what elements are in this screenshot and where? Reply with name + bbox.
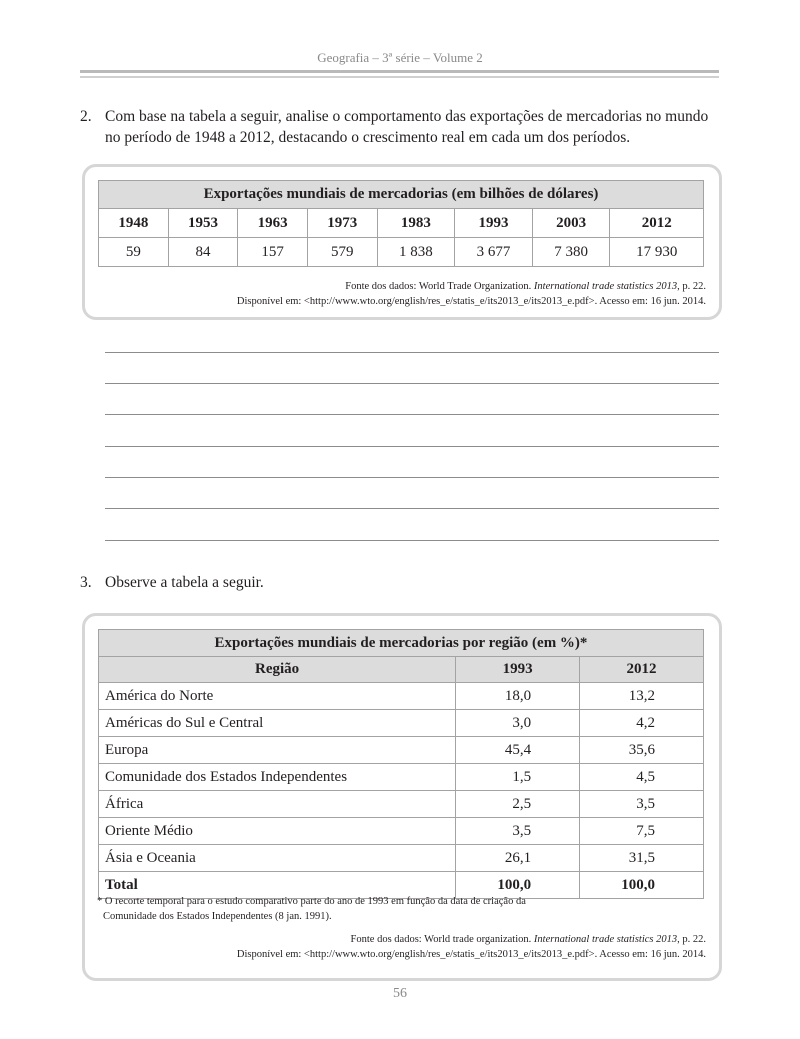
header-rule [80, 70, 719, 73]
regions-table [98, 629, 704, 899]
table-row [99, 710, 704, 737]
region-cell: Comunidade dos Estados Independentes [99, 764, 456, 791]
question-text: Observe a tabela a seguir. [105, 574, 264, 591]
table-row [99, 737, 704, 764]
year-header-row [99, 209, 704, 238]
question-number: 2. [80, 108, 92, 125]
answer-line[interactable] [105, 446, 719, 447]
table-row [99, 845, 704, 872]
year-header: 1993 [455, 209, 533, 238]
value-1993-cell: 2,5 [456, 791, 580, 818]
answer-line[interactable] [105, 508, 719, 509]
value-2012-cell: 13,2 [580, 683, 704, 710]
source-suffix: , p. 22. [677, 934, 706, 945]
question-3 [80, 572, 720, 593]
exports-table [98, 180, 704, 267]
source-prefix: Fonte dos dados: World Trade Organization. [345, 281, 534, 292]
total-1993-cell: 100,0 [456, 872, 580, 899]
value-1993-cell: 3,5 [456, 818, 580, 845]
year-header: 1963 [238, 209, 308, 238]
table-frame-exports [82, 164, 722, 320]
region-cell: América do Norte [99, 683, 456, 710]
source-prefix: Fonte dos dados: World trade organization. [350, 934, 534, 945]
value-1993-cell: 26,1 [456, 845, 580, 872]
question-number: 3. [80, 574, 92, 591]
running-header: Geografia – 3ª série – Volume 2 [317, 50, 483, 65]
source-note [237, 932, 706, 962]
column-header-row [99, 657, 704, 683]
source-available: Disponível em: <http://www.wto.org/english/res_e/statis_e/its2013_e/its2013_e.pdf>. Acesso em: 16 jun. 2014. [236, 949, 706, 960]
region-cell: Américas do Sul e Central [99, 710, 456, 737]
answer-line[interactable] [105, 383, 719, 384]
value-cell: 579 [307, 238, 377, 267]
column-header-region: Região [99, 657, 456, 683]
table-row [99, 683, 704, 710]
value-2012-cell: 7,5 [580, 818, 704, 845]
value-cell: 3 677 [455, 238, 533, 267]
table-footnote [97, 894, 697, 924]
value-cell: 17 930 [610, 238, 704, 267]
table-row [99, 791, 704, 818]
value-2012-cell: 31,5 [580, 845, 704, 872]
year-header: 1953 [168, 209, 238, 238]
value-2012-cell: 4,5 [580, 764, 704, 791]
source-title: International trade statistics 2013 [533, 281, 678, 292]
table-frame-regions [82, 613, 722, 981]
value-cell: 7 380 [532, 238, 610, 267]
question-2 [80, 106, 720, 148]
region-cell: Ásia e Oceania [99, 845, 456, 872]
value-row [99, 238, 704, 267]
footnote-line: Comunidade dos Estados Independentes (8 jan. 1991). [103, 911, 332, 922]
footnote-line: * O recorte temporal para o estudo comparativo parte do ano de 1993 em função da data de criação da [97, 896, 526, 907]
year-header: 2012 [610, 209, 704, 238]
value-1993-cell: 1,5 [456, 764, 580, 791]
question-text: Com base na tabela a seguir, analise o comportamento das exportações de mercadorias no mundo no período de 1948 a 2012, destacando o crescimento real em cada um dos períodos. [105, 108, 709, 146]
value-2012-cell: 4,2 [580, 710, 704, 737]
source-suffix: , p. 22. [677, 281, 706, 292]
header-rule [80, 76, 719, 78]
year-header: 2003 [532, 209, 610, 238]
answer-line[interactable] [105, 352, 719, 353]
answer-line[interactable] [105, 540, 719, 541]
answer-line[interactable] [105, 477, 719, 478]
answer-line[interactable] [105, 414, 719, 415]
region-cell: Europa [99, 737, 456, 764]
year-header: 1948 [99, 209, 169, 238]
value-1993-cell: 18,0 [456, 683, 580, 710]
value-1993-cell: 3,0 [456, 710, 580, 737]
total-label: Total [99, 872, 456, 899]
value-cell: 84 [168, 238, 238, 267]
region-cell: África [99, 791, 456, 818]
table-row [99, 818, 704, 845]
source-title: International trade statistics 2013 [533, 934, 678, 945]
table-row [99, 764, 704, 791]
page-number: 56 [393, 986, 407, 1001]
column-header-2012: 2012 [580, 657, 704, 683]
region-cell: Oriente Médio [99, 818, 456, 845]
year-header: 1983 [377, 209, 455, 238]
column-header-1993: 1993 [456, 657, 580, 683]
table-title: Exportações mundiais de mercadorias por região (em %)* [99, 630, 704, 657]
source-available: Disponível em: <http://www.wto.org/english/res_e/statis_e/its2013_e/its2013_e.pdf>. Acesso em: 16 jun. 2014. [236, 296, 706, 307]
value-cell: 1 838 [377, 238, 455, 267]
source-note [237, 279, 706, 309]
total-2012-cell: 100,0 [580, 872, 704, 899]
value-cell: 157 [238, 238, 308, 267]
table-title: Exportações mundiais de mercadorias (em bilhões de dólares) [99, 181, 704, 209]
value-1993-cell: 45,4 [456, 737, 580, 764]
value-2012-cell: 3,5 [580, 791, 704, 818]
year-header: 1973 [307, 209, 377, 238]
value-2012-cell: 35,6 [580, 737, 704, 764]
value-cell: 59 [99, 238, 169, 267]
